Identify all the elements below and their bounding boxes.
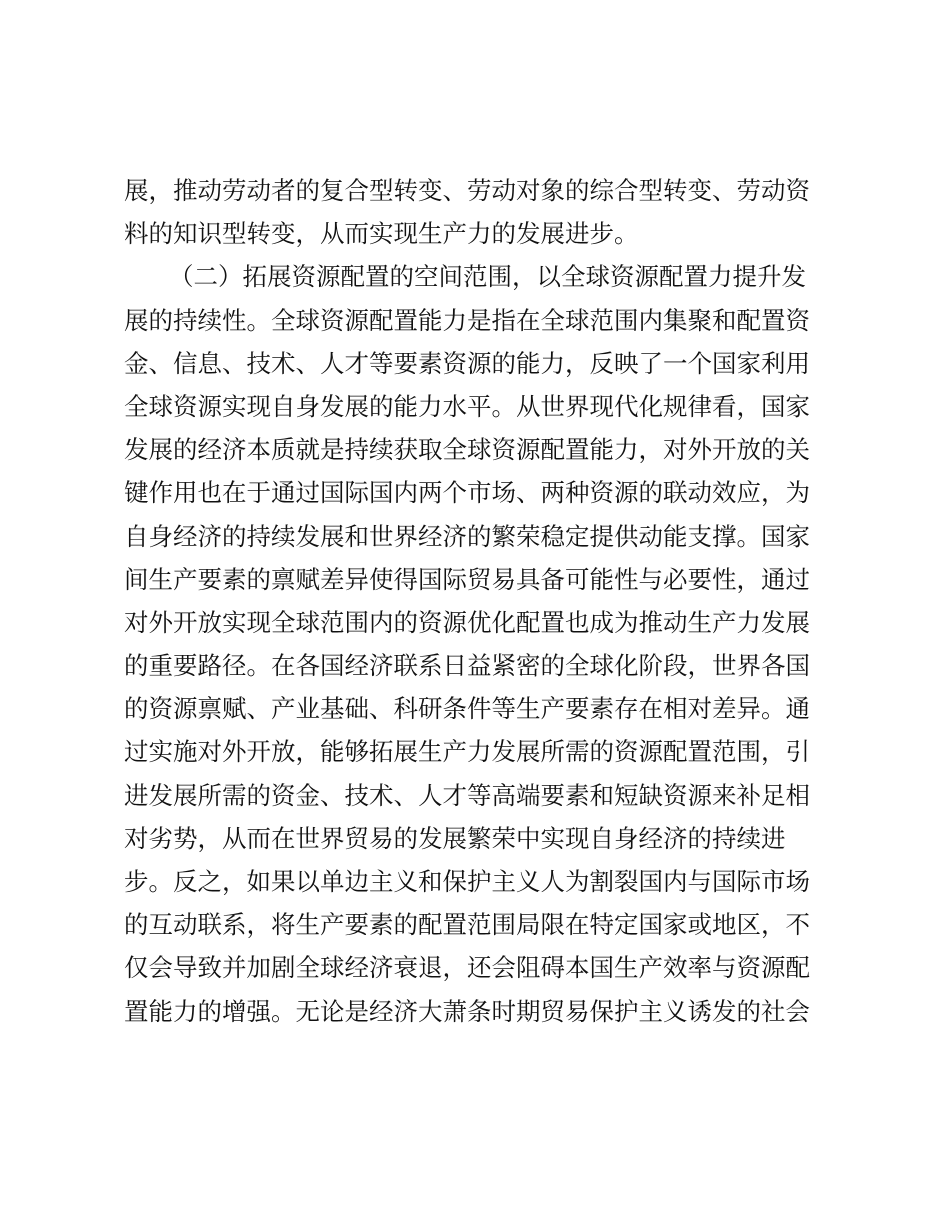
text-line: 对劣势，从而在世界贸易的发展繁荣中实现自身经济的持续进	[124, 823, 786, 853]
text-line: 的资源禀赋、产业基础、科研条件等生产要素存在相对差异。通	[124, 694, 810, 724]
text-line: 进发展所需的资金、技术、人才等高端要素和短缺资源来补足相	[124, 780, 810, 810]
text-line: 对外开放实现全球范围内的资源优化配置也成为推动生产力发展	[124, 607, 810, 637]
text-line: 全球资源实现自身发展的能力水平。从世界现代化规律看，国家	[124, 391, 810, 421]
text-line: 展的持续性。全球资源配置能力是指在全球范围内集聚和配置资	[124, 305, 810, 335]
section-heading-line: （二）拓展资源配置的空间范围，以全球资源配置力提升发	[169, 262, 806, 292]
text-line: 键作用也在于通过国际国内两个市场、两种资源的联动效应，为	[124, 478, 810, 508]
text-line: 间生产要素的禀赋差异使得国际贸易具备可能性与必要性，通过	[124, 564, 810, 594]
text-line: 仅会导致并加剧全球经济衰退，还会阻碍本国生产效率与资源配	[124, 953, 810, 983]
text-line: 的重要路径。在各国经济联系日益紧密的全球化阶段，世界各国	[124, 651, 810, 681]
text-line: 金、信息、技术、人才等要素资源的能力，反映了一个国家利用	[124, 348, 810, 378]
text-line: 自身经济的持续发展和世界经济的繁荣稳定提供动能支撑。国家	[124, 521, 810, 551]
body-text	[124, 169, 824, 1033]
text-line: 步。反之，如果以单边主义和保护主义人为割裂国内与国际市场	[124, 867, 810, 896]
text-line: 料的知识型转变，从而实现生产力的发展进步。	[124, 219, 639, 249]
text-line: 置能力的增强。无论是经济大萧条时期贸易保护主义诱发的社会	[124, 996, 810, 1026]
text-line: 的互动联系，将生产要素的配置范围局限在特定国家或地区，不	[124, 910, 810, 940]
text-line: 展，推动劳动者的复合型转变、劳动对象的综合型转变、劳动资	[124, 176, 810, 205]
text-line: 发展的经济本质就是持续获取全球资源配置能力，对外开放的关	[124, 435, 810, 465]
text-line: 过实施对外开放，能够拓展生产力发展所需的资源配置范围，引	[124, 737, 810, 767]
